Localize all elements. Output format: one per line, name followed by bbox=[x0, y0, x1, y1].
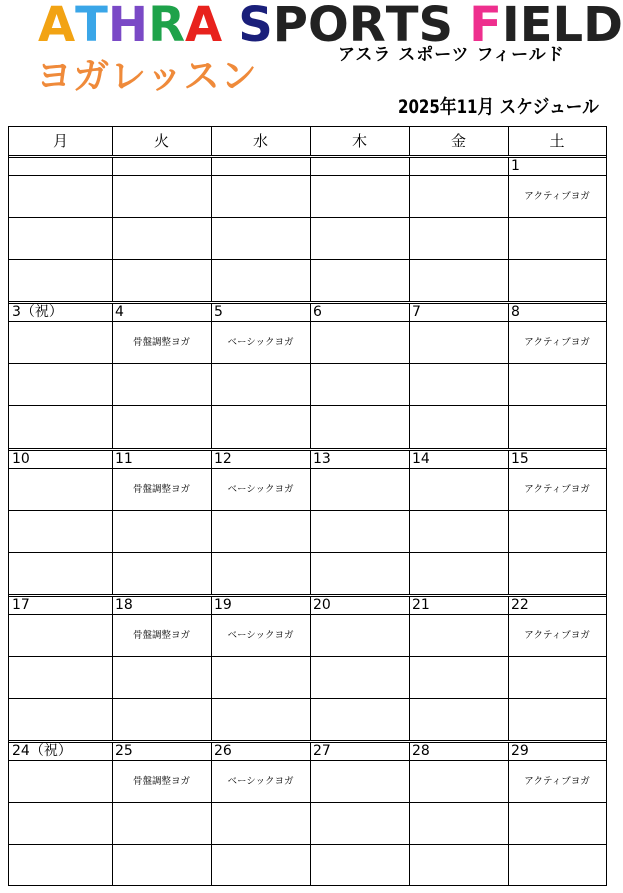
day-number: 21 bbox=[412, 597, 430, 613]
yoga-class: ベーシックヨガ bbox=[227, 776, 294, 787]
day-number: 26 bbox=[214, 743, 232, 759]
day-number: 17 bbox=[12, 597, 30, 613]
brand-letter: S bbox=[238, 0, 273, 53]
weekday-header bbox=[9, 127, 606, 156]
day-number: 10 bbox=[12, 451, 30, 467]
brand-letter: E bbox=[519, 0, 553, 53]
row-divider bbox=[9, 510, 606, 511]
row-divider bbox=[9, 656, 606, 657]
yoga-class: 骨盤調整ヨガ bbox=[132, 484, 190, 495]
brand-letter: A bbox=[38, 0, 76, 53]
row-divider bbox=[9, 175, 606, 176]
day-number: 25 bbox=[115, 743, 133, 759]
brand-letter: O bbox=[307, 0, 349, 53]
yoga-class: アクティブヨガ bbox=[524, 484, 590, 495]
row-divider bbox=[9, 405, 606, 406]
row-divider bbox=[9, 760, 606, 761]
day-number: 1 bbox=[511, 158, 520, 174]
brand-letter: T bbox=[75, 0, 108, 53]
weekday-label: 火 bbox=[153, 132, 169, 150]
page-title: ヨガレッスン bbox=[36, 56, 258, 97]
day-number: 22 bbox=[511, 597, 529, 613]
brand-letter: H bbox=[107, 0, 149, 53]
column-divider bbox=[112, 127, 113, 885]
yoga-class: アクティブヨガ bbox=[524, 337, 590, 348]
brand-letter: R bbox=[148, 0, 186, 53]
yoga-class: ベーシックヨガ bbox=[227, 630, 294, 641]
brand-letter: A bbox=[185, 0, 223, 53]
brand-kana: アスラ スポーツ フィールド bbox=[338, 45, 565, 65]
yoga-class: 骨盤調整ヨガ bbox=[132, 630, 190, 641]
day-number: 18 bbox=[115, 597, 133, 613]
row-divider bbox=[9, 468, 606, 469]
brand-letter: T bbox=[385, 0, 419, 53]
day-number: 19 bbox=[214, 597, 232, 613]
day-number: 13 bbox=[313, 451, 331, 467]
day-number: 29 bbox=[511, 743, 529, 759]
brand-letter: L bbox=[552, 0, 584, 53]
column-divider bbox=[310, 127, 311, 885]
brand-letter: S bbox=[418, 0, 454, 53]
row-divider bbox=[9, 321, 606, 322]
brand-letter: R bbox=[348, 0, 386, 53]
weekday-label: 木 bbox=[351, 132, 367, 150]
row-divider bbox=[9, 698, 606, 699]
day-number: 14 bbox=[412, 451, 430, 467]
row-divider bbox=[9, 802, 606, 803]
calendar-grid bbox=[8, 126, 607, 886]
brand-letter: D bbox=[583, 0, 623, 53]
yoga-class: 骨盤調整ヨガ bbox=[132, 337, 190, 348]
day-number: 3（祝） bbox=[12, 304, 63, 320]
weekday-label: 金 bbox=[450, 132, 466, 150]
brand-letter: I bbox=[501, 0, 520, 53]
day-number: 4 bbox=[115, 304, 124, 320]
yoga-class: アクティブヨガ bbox=[524, 776, 590, 787]
day-number: 24（祝） bbox=[12, 743, 72, 759]
row-divider bbox=[9, 217, 606, 218]
column-divider bbox=[409, 127, 410, 885]
day-number: 11 bbox=[115, 451, 133, 467]
column-divider bbox=[211, 127, 212, 885]
day-number: 5 bbox=[214, 304, 223, 320]
schedule-title: 2025年11月 スケジュール bbox=[398, 96, 599, 118]
day-number: 15 bbox=[511, 451, 529, 467]
day-number: 20 bbox=[313, 597, 331, 613]
day-number: 6 bbox=[313, 304, 322, 320]
row-divider bbox=[9, 614, 606, 615]
column-divider bbox=[508, 127, 509, 885]
row-divider bbox=[9, 552, 606, 553]
day-number: 7 bbox=[412, 304, 421, 320]
day-number: 8 bbox=[511, 304, 520, 320]
brand-letter: P bbox=[272, 0, 308, 53]
day-number: 28 bbox=[412, 743, 430, 759]
yoga-class: 骨盤調整ヨガ bbox=[132, 776, 190, 787]
yoga-class: アクティブヨガ bbox=[524, 630, 590, 641]
brand-letter: F bbox=[469, 0, 502, 53]
row-divider bbox=[9, 259, 606, 260]
day-number: 12 bbox=[214, 451, 232, 467]
row-divider bbox=[9, 844, 606, 845]
weekday-label: 月 bbox=[52, 132, 68, 150]
brand-letter bbox=[222, 0, 238, 52]
weekday-label: 水 bbox=[252, 132, 268, 150]
weekday-label: 土 bbox=[549, 132, 565, 150]
row-divider bbox=[9, 363, 606, 364]
yoga-class: アクティブヨガ bbox=[524, 191, 590, 202]
yoga-class: ベーシックヨガ bbox=[227, 484, 294, 495]
day-number: 27 bbox=[313, 743, 331, 759]
yoga-class: ベーシックヨガ bbox=[227, 337, 294, 348]
